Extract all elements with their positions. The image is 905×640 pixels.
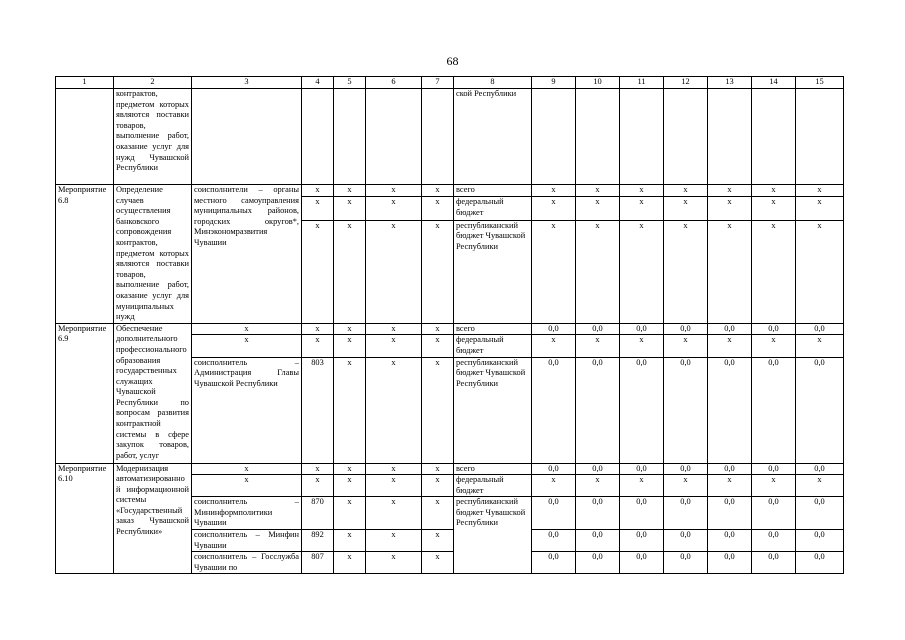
page-number: 68 <box>446 54 459 68</box>
executor: соисполнители – органы местного самоуправления муниципальных районов, городских округов*, Минэкономразвития Чувашии <box>192 185 302 324</box>
header-cell: 13 <box>708 77 752 89</box>
continuation-description: контрактов, предметом которых являются поставки товаров, выполнение работ, оказание услуг для нужд Чувашской Республики <box>114 89 192 185</box>
funding-source: всего <box>454 185 532 197</box>
table-row: соисполнитель – Госслужба Чувашии по 807 x x x 0,0 0,0 0,0 0,0 0,0 0,0 0,0 <box>56 552 844 574</box>
header-cell: 6 <box>366 77 422 89</box>
header-cell: 15 <box>796 77 844 89</box>
header-cell: 4 <box>302 77 334 89</box>
funding-source: республиканский бюджет Чувашской Республики <box>454 497 532 574</box>
continuation-source: ской Республики <box>454 89 532 185</box>
executor: соисполнитель – Мининформполитики Чувашии <box>192 497 302 530</box>
funding-source: федеральный бюджет <box>454 335 532 357</box>
header-cell: 14 <box>752 77 796 89</box>
funding-source: федеральный бюджет <box>454 475 532 497</box>
executor: соисполнитель – Минфин Чувашии <box>192 530 302 552</box>
table-row: соисполнитель – Администрация Главы Чувашской Республики 803 x x x республиканский бюджет Чувашской Республики 0,0 0,0 0,0 0,0 0,0 0,0 0,0 <box>56 357 844 463</box>
table-row: x x x x республиканский бюджет Чувашской Республики x x x x x x x <box>56 220 844 323</box>
table-row: x x x x x федеральный бюджет x x x x x x x <box>56 335 844 357</box>
header-cell: 10 <box>576 77 620 89</box>
header-cell: 7 <box>422 77 454 89</box>
funding-source: всего <box>454 463 532 475</box>
measure-description: Определение случаев осуществления банковского сопровождения контрактов, предметом которых являются поставки товаров, выполнение работ, оказание услуг для муниципальных нужд <box>114 185 192 324</box>
funding-source: республиканский бюджет Чувашской Республики <box>454 357 532 463</box>
budget-table <box>55 76 844 574</box>
measure-description: Модернизация автоматизированной информационной системы «Государственный заказ Чувашской Республики» <box>114 463 192 574</box>
header-cell: 2 <box>114 77 192 89</box>
header-cell: 1 <box>56 77 114 89</box>
header-cell: 11 <box>620 77 664 89</box>
executor: соисполнитель – Администрация Главы Чувашской Республики <box>192 357 302 463</box>
measure-label: Мероприятие 6.10 <box>56 463 114 574</box>
table-row: x x x x федеральный бюджет x x x x x x x <box>56 197 844 220</box>
funding-source: федеральный бюджет <box>454 197 532 220</box>
executor: соисполнитель – Госслужба Чувашии по <box>192 552 302 574</box>
header-cell: 3 <box>192 77 302 89</box>
measure-description: Обеспечение дополнительного профессионального образования государственных служащих Чувашской Республики по вопросам развития контрактной системы в сфере закупок товаров, работ, услуг <box>114 323 192 463</box>
table-row: Мероприятие 6.9 Обеспечение дополнительного профессионального образования государственных служащих Чувашской Республики по вопросам развития контрактной системы в сфере закупок товаров, работ, услуг x x x x x всего 0,0 0,0 0,0 0,0 0,0 0,0 0,0 <box>56 323 844 335</box>
header-row <box>56 77 844 89</box>
table-row: Мероприятие 6.8 Определение случаев осуществления банковского сопровождения контрактов, предметом которых являются поставки товаров, выполнение работ, оказание услуг для муниципальных нужд соисполнители – органы местного самоуправления муниципальных районов, городских округов*, Минэкономразвития Чувашии x x x x всего x x x x x x x <box>56 185 844 197</box>
header-cell: 9 <box>532 77 576 89</box>
funding-source: всего <box>454 323 532 335</box>
table-row: Мероприятие 6.10 Модернизация автоматизированной информационной системы «Государственный заказ Чувашской Республики» x x x x x всего 0,0 0,0 0,0 0,0 0,0 0,0 0,0 <box>56 463 844 475</box>
table-row: соисполнитель – Мининформполитики Чувашии 870 x x x республиканский бюджет Чувашской Республики 0,0 0,0 0,0 0,0 0,0 0,0 0,0 <box>56 497 844 530</box>
header-cell: 8 <box>454 77 532 89</box>
header-cell: 5 <box>334 77 366 89</box>
continuation-row <box>56 89 844 185</box>
table-row: соисполнитель – Минфин Чувашии 892 x x x 0,0 0,0 0,0 0,0 0,0 0,0 0,0 <box>56 530 844 552</box>
measure-label: Мероприятие 6.9 <box>56 323 114 463</box>
table-row: x x x x x федеральный бюджет x x x x x x x <box>56 475 844 497</box>
header-cell: 12 <box>664 77 708 89</box>
funding-source: республиканский бюджет Чувашской Республики <box>454 220 532 323</box>
measure-label: Мероприятие 6.8 <box>56 185 114 324</box>
